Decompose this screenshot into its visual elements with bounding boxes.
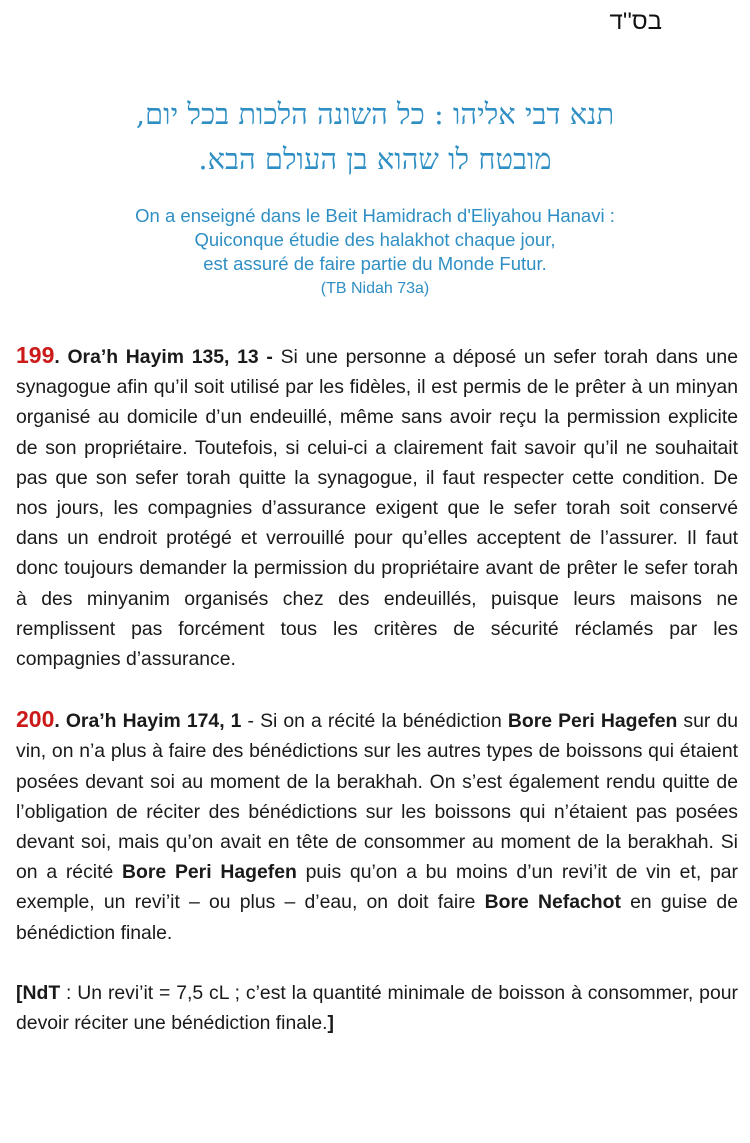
hebrew-quote: [0, 92, 750, 182]
hebrew-quote-line-2: מובטח לו שהוא בן העולם הבא.: [198, 142, 552, 176]
quote-source: (TB Nidah 73a): [320, 280, 430, 297]
french-quote-line-2: Quiconque étudie des halakhot chaque jour,: [194, 229, 556, 250]
note-label: NdT: [22, 981, 61, 1004]
halakha-number: 199: [16, 342, 55, 368]
note-close-bracket: ]: [327, 1012, 334, 1035]
blessing-name: Bore Nefachot: [484, 891, 621, 914]
halakha-number: 200: [16, 706, 55, 733]
halakha-text: Si une personne a déposé un sefer torah dans une synagogue afin qu’il soit utilisé par les fidèles, il est permis de le prêter à un minyan organisé au domicile d’un endeuillé, même sans avoir reçu la permission explicite de son propriétaire. Toutefois, si celui-ci a clairement fait savoir qu’il ne souhaitait pas que son sefer torah quitte la synagogue, il faut respecter cette condition. De nos jours, les compagnies d’assurance exigent que le sefer torah soit conservé dans un endroit protégé et verrouillé pour qu’elles acceptent de l’assurer. Il faut donc toujours demander la permission du propriétaire avant de prêter le sefer torah à des minyanim organisés chez des endeuillés, puisque leurs maisons ne remplissent pas forcément tous les critères de sécurité réclamés par les compagnies d’assurance.: [16, 346, 738, 671]
french-quote: [0, 204, 750, 302]
halakha-reference: . Ora’h Hayim 135, 13 -: [54, 346, 273, 368]
french-quote-line-3: est assuré de faire partie du Monde Futur.: [203, 253, 547, 274]
translator-note: [16, 978, 738, 1038]
halakha-200: [16, 704, 738, 948]
halakha-reference: . Ora’h Hayim 174, 1: [54, 710, 242, 733]
halakha-text: sur du vin, on n’a plus à faire des bénédictions sur les autres types de boissons qui étaient posées devant soi au moment de la berakhah. On s’est également rendu quitte de l’obligation de réciter des bénédictions sur les boissons qui n’étaient pas posées devant soi, mais qu’on avait en tête de consommer au moment de la berakhah. Si on a récité: [16, 710, 739, 884]
halakha-text: puis qu’on a bu moins d’un revi’it de vin et, par exemple, un revi’it – ou plus – d’eau, on doit faire: [16, 861, 738, 914]
hebrew-quote-line-1: תנא דבי אליהו : כל השונה הלכות בכל יום,: [135, 97, 615, 131]
halakha-text: en guise de bénédiction finale.: [16, 891, 738, 944]
halakha-text: - Si on a récité la bénédiction: [241, 710, 508, 733]
blessing-name: Bore Peri Hagefen: [507, 710, 678, 733]
blessing-name: Bore Peri Hagefen: [122, 861, 297, 884]
halakha-199: [16, 340, 738, 674]
note-text: : Un revi’it = 7,5 cL ; c’est la quantité minimale de boisson à consommer, pour devoir réciter une bénédiction finale.: [16, 981, 738, 1035]
bsd-header: בס''ד: [609, 8, 662, 35]
french-quote-line-1: On a enseigné dans le Beit Hamidrach d'Eliyahou Hanavi :: [135, 205, 615, 226]
halakhot-content: [16, 340, 738, 1038]
note-open-bracket: [: [16, 981, 23, 1004]
